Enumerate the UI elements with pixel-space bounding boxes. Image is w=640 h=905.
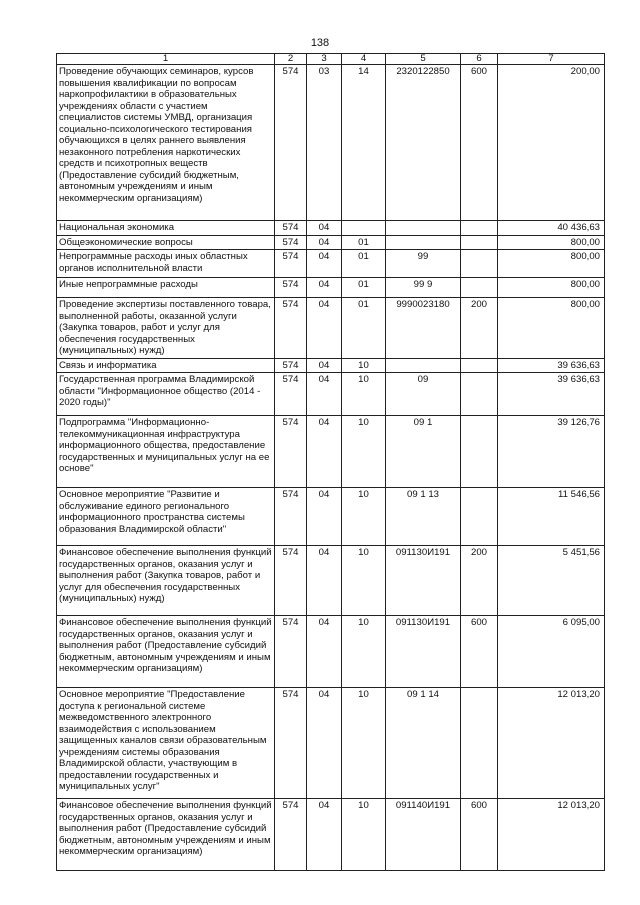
row-expense-type (461, 373, 498, 416)
row-expense-type (461, 235, 498, 250)
row-section-code: 04 (307, 358, 342, 373)
row-subsection-code: 01 (342, 250, 386, 278)
row-ministry-code: 574 (275, 616, 307, 688)
row-amount: 40 436,63 (498, 221, 605, 236)
table-header-row (57, 54, 605, 65)
row-section-code: 04 (307, 546, 342, 616)
row-section-code: 03 (307, 65, 342, 221)
row-name: Непрограммные расходы иных областных органов исполнительной власти (57, 250, 275, 278)
row-name: Национальная экономика (57, 221, 275, 236)
table-row (57, 298, 605, 359)
table-row (57, 278, 605, 298)
row-ministry-code: 574 (275, 546, 307, 616)
table-row (57, 799, 605, 871)
row-amount: 800,00 (498, 235, 605, 250)
row-ministry-code: 574 (275, 488, 307, 546)
table-row (57, 250, 605, 278)
row-name: Государственная программа Владимирской области "Информационное общество (2014 - 2020 годы)" (57, 373, 275, 416)
row-section-code: 04 (307, 235, 342, 250)
row-subsection-code: 01 (342, 235, 386, 250)
row-expense-type (461, 221, 498, 236)
row-section-code: 04 (307, 688, 342, 799)
row-ministry-code: 574 (275, 298, 307, 359)
budget-table (56, 53, 605, 871)
row-subsection-code: 10 (342, 688, 386, 799)
row-amount: 39 636,63 (498, 373, 605, 416)
row-expense-type: 600 (461, 616, 498, 688)
row-ministry-code: 574 (275, 358, 307, 373)
row-section-code: 04 (307, 373, 342, 416)
row-target-code: 09 1 14 (386, 688, 461, 799)
table-row (57, 373, 605, 416)
row-target-code: 2320122850 (386, 65, 461, 221)
row-ministry-code: 574 (275, 65, 307, 221)
row-amount: 6 095,00 (498, 616, 605, 688)
row-target-code: 091140И191 (386, 799, 461, 871)
column-header: 2 (275, 54, 307, 65)
row-expense-type (461, 358, 498, 373)
row-amount: 800,00 (498, 298, 605, 359)
row-subsection-code (342, 221, 386, 236)
row-amount: 11 546,56 (498, 488, 605, 546)
row-section-code: 04 (307, 298, 342, 359)
row-ministry-code: 574 (275, 799, 307, 871)
row-subsection-code: 10 (342, 358, 386, 373)
table-row (57, 235, 605, 250)
table-row (57, 616, 605, 688)
row-name: Общеэкономические вопросы (57, 235, 275, 250)
row-amount: 12 013,20 (498, 799, 605, 871)
row-name: Проведение обучающих семинаров, курсов повышения квалификации по вопросам наркопрофилактики в образовательных учреждениях области с участием специалистов системы УМВД, организация социально-психологического тестирования обучающихся в целях раннего выявления незаконного потребления наркотических средств и психотропных веществ (Предоставление субсидий бюджетным, автономным учреждениям и иным некоммерческим организациям) (57, 65, 275, 221)
column-header: 7 (498, 54, 605, 65)
row-expense-type (461, 250, 498, 278)
row-expense-type (461, 488, 498, 546)
row-subsection-code: 10 (342, 616, 386, 688)
page-number: 138 (310, 37, 330, 49)
row-subsection-code: 01 (342, 298, 386, 359)
row-target-code (386, 235, 461, 250)
row-expense-type: 200 (461, 546, 498, 616)
table-row (57, 546, 605, 616)
table-row (57, 416, 605, 488)
row-target-code: 09 (386, 373, 461, 416)
row-section-code: 04 (307, 616, 342, 688)
column-header: 4 (342, 54, 386, 65)
row-expense-type: 200 (461, 298, 498, 359)
row-expense-type: 600 (461, 65, 498, 221)
row-name: Проведение экспертизы поставленного товара, выполненной работы, оказанной услуги (Закупка товаров, работ и услуг для обеспечения государственных (муниципальных) нужд) (57, 298, 275, 359)
table-row (57, 65, 605, 221)
row-section-code: 04 (307, 416, 342, 488)
row-name: Финансовое обеспечение выполнения функций государственных органов, оказания услуг и выполнения работ (Предоставление субсидий бюджетным, автономным учреждениям и иным некоммерческим организациям) (57, 799, 275, 871)
row-amount: 39 636,63 (498, 358, 605, 373)
row-name: Связь и информатика (57, 358, 275, 373)
row-amount: 200,00 (498, 65, 605, 221)
table-row (57, 358, 605, 373)
row-target-code: 99 9 (386, 278, 461, 298)
row-name: Финансовое обеспечение выполнения функций государственных органов, оказания услуг и выполнения работ (Закупка товаров, работ и услуг для обеспечения государственных (муниципальных) нужд) (57, 546, 275, 616)
row-name: Иные непрограммные расходы (57, 278, 275, 298)
row-target-code (386, 358, 461, 373)
row-target-code: 091130И191 (386, 546, 461, 616)
row-section-code: 04 (307, 221, 342, 236)
column-header: 6 (461, 54, 498, 65)
row-expense-type: 600 (461, 799, 498, 871)
row-section-code: 04 (307, 799, 342, 871)
table-row (57, 688, 605, 799)
row-expense-type (461, 416, 498, 488)
row-subsection-code: 10 (342, 488, 386, 546)
row-ministry-code: 574 (275, 688, 307, 799)
row-subsection-code: 10 (342, 799, 386, 871)
row-amount: 800,00 (498, 278, 605, 298)
row-target-code: 09 1 (386, 416, 461, 488)
row-subsection-code: 01 (342, 278, 386, 298)
table-row (57, 488, 605, 546)
row-name: Подпрограмма "Информационно-телекоммуникационная инфраструктура информационного общества, предоставление государственных и муниципальных услуг на ее основе" (57, 416, 275, 488)
row-target-code: 091130И191 (386, 616, 461, 688)
column-header: 5 (386, 54, 461, 65)
row-expense-type (461, 278, 498, 298)
row-target-code: 9990023180 (386, 298, 461, 359)
row-subsection-code: 10 (342, 546, 386, 616)
table-row (57, 221, 605, 236)
row-ministry-code: 574 (275, 250, 307, 278)
row-amount: 800,00 (498, 250, 605, 278)
row-amount: 12 013,20 (498, 688, 605, 799)
row-subsection-code: 14 (342, 65, 386, 221)
row-name: Основное мероприятие "Развитие и обслуживание единого регионального информационного пространства системы образования Владимирской области" (57, 488, 275, 546)
row-ministry-code: 574 (275, 235, 307, 250)
row-ministry-code: 574 (275, 221, 307, 236)
row-name: Основное мероприятие "Предоставление доступа к региональной системе межведомственного электронного взаимодействия с использованием защищенных каналов связи образовательным учреждениям системы образования Владимирской области, участвующим в предоставлении государственных и муниципальных услуг" (57, 688, 275, 799)
row-amount: 39 126,76 (498, 416, 605, 488)
row-expense-type (461, 688, 498, 799)
column-header: 1 (57, 54, 275, 65)
row-target-code: 09 1 13 (386, 488, 461, 546)
row-subsection-code: 10 (342, 416, 386, 488)
row-section-code: 04 (307, 250, 342, 278)
row-target-code (386, 221, 461, 236)
row-ministry-code: 574 (275, 278, 307, 298)
row-subsection-code: 10 (342, 373, 386, 416)
column-header: 3 (307, 54, 342, 65)
row-amount: 5 451,56 (498, 546, 605, 616)
row-ministry-code: 574 (275, 373, 307, 416)
row-section-code: 04 (307, 278, 342, 298)
row-name: Финансовое обеспечение выполнения функций государственных органов, оказания услуг и выполнения работ (Предоставление субсидий бюджетным, автономным учреждениям и иным некоммерческим организациям) (57, 616, 275, 688)
row-target-code: 99 (386, 250, 461, 278)
row-section-code: 04 (307, 488, 342, 546)
row-ministry-code: 574 (275, 416, 307, 488)
